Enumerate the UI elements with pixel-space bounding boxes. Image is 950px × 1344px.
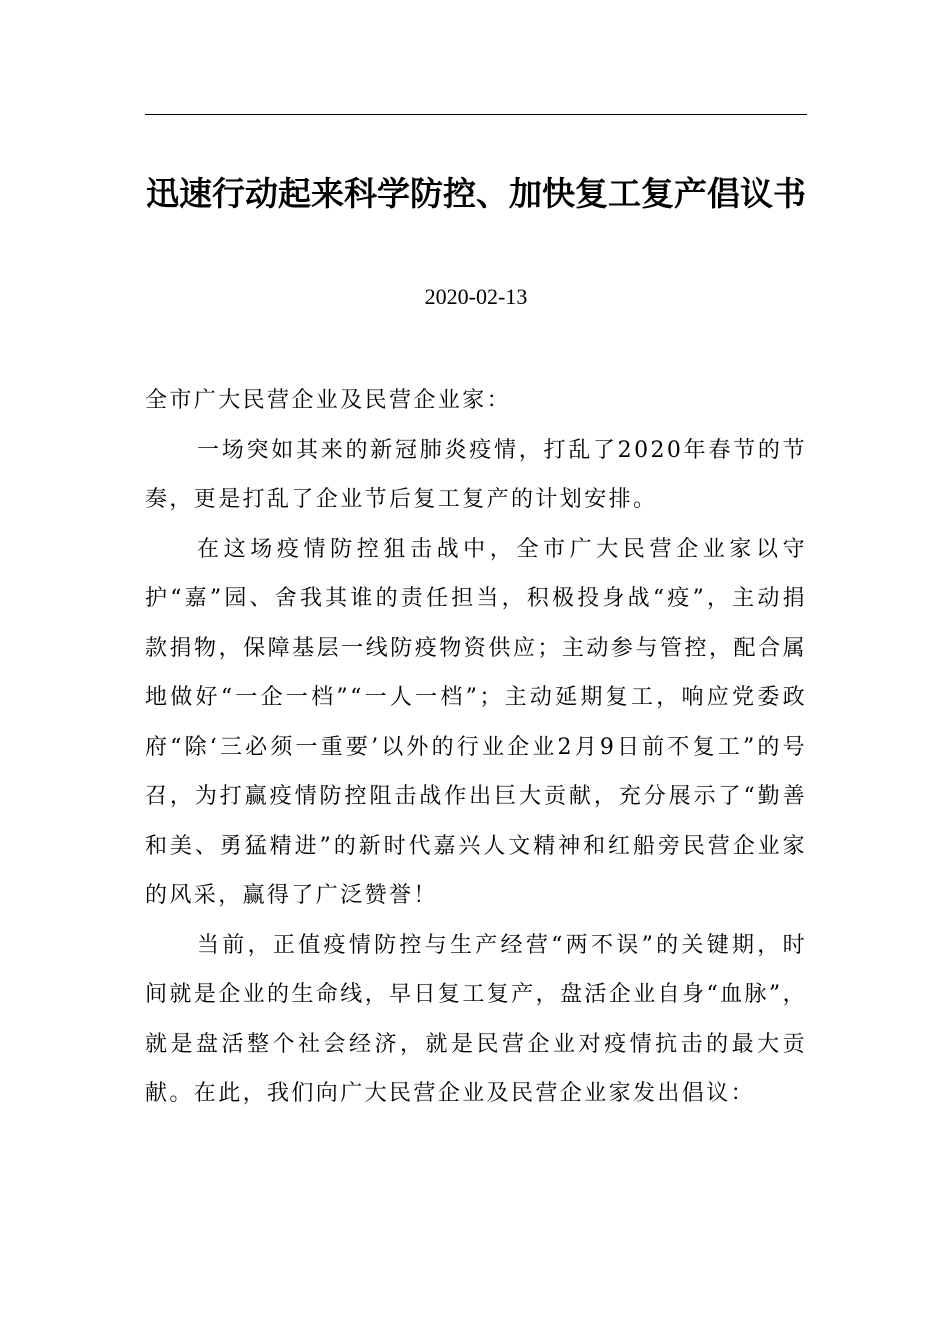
paragraph-2: 在这场疫情防控狙击战中，全市广大民营企业家以守护“嘉”园、舍我其谁的责任担当，积极投身战“疫”，主动捐款捐物，保障基层一线防疫物资供应；主动参与管控，配合属地做好“一企一档”“一人一档”；主动延期复工，响应党委政府“除‘三必须一重要’以外的行业企业2月9日前不复工”的号召，为打赢疫情防控阻击战作出巨大贡献，充分展示了“勤善和美、勇猛精进”的新时代嘉兴人文精神和红船旁民营企业家的风采，赢得了广泛赞誉！ xyxy=(145,536,807,908)
document-body xyxy=(145,376,807,1119)
header-rule xyxy=(145,114,807,115)
paragraph-1: 一场突如其来的新冠肺炎疫情，打乱了2020年春节的节奏，更是打乱了企业节后复工复产的计划安排。 xyxy=(145,437,807,512)
document-title: 迅速行动起来科学防控、加快复工复产倡议书 xyxy=(146,174,806,213)
paragraph-3: 当前，正值疫情防控与生产经营“两不误”的关键期，时间就是企业的生命线，早日复工复产，盘活企业自身“血脉”，就是盘活整个社会经济，就是民营企业对疫情抗击的最大贡献。在此，我们向广大民营企业及民营企业家发出倡议： xyxy=(145,932,807,1106)
document-date: 2020-02-13 xyxy=(424,284,528,309)
salutation: 全市广大民营企业及民营企业家： xyxy=(145,388,512,413)
